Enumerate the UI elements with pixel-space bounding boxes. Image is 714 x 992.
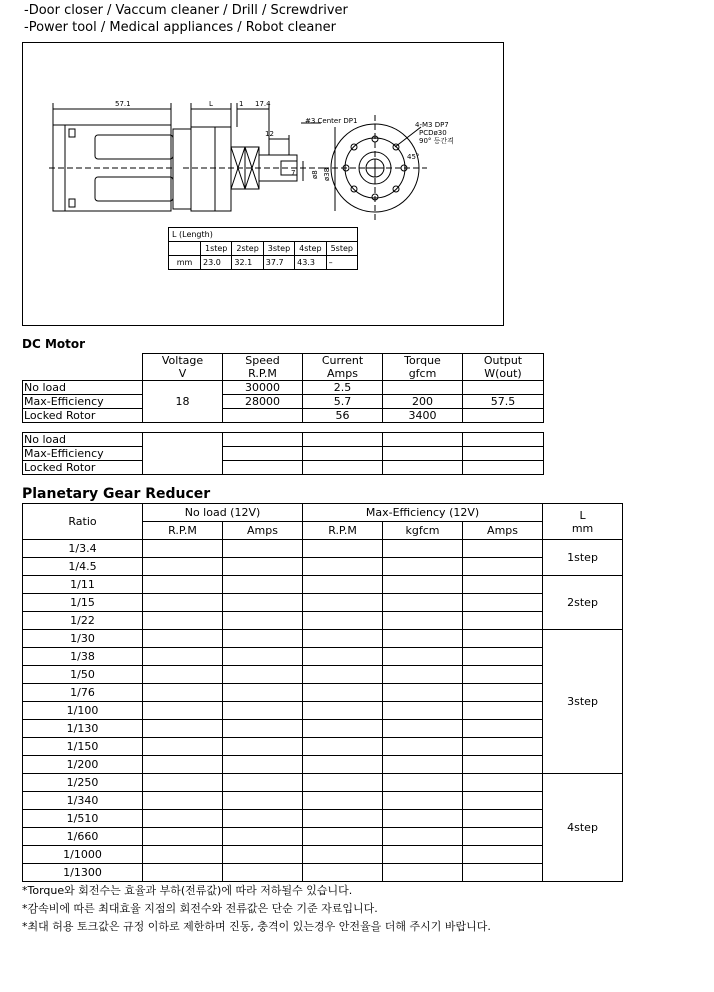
table-row [23,756,623,774]
value-cell [143,810,223,828]
value-cell [143,846,223,864]
sub-header: Amps [223,522,303,540]
sub-header: R.P.M [143,522,223,540]
value-cell [383,756,463,774]
table-row [23,864,623,882]
value-cell [223,846,303,864]
dia-38: ø38 [323,167,331,181]
ratio-cell: 1/1300 [23,864,143,882]
table-row [23,810,623,828]
value-cell [143,540,223,558]
value-cell [303,792,383,810]
speed-cell [223,409,303,423]
value-cell [303,828,383,846]
value-cell [303,648,383,666]
value-cell [463,648,543,666]
note-2: *감속비에 따른 최대효율 지점의 회전수와 전류값은 단순 기준 자료입니다. [22,902,378,915]
table-row [23,381,544,395]
ratio-header: Ratio [23,504,143,540]
table-row [23,630,623,648]
value-cell [463,774,543,792]
speed-cell: 28000 [223,395,303,409]
ratio-cell: 1/150 [23,738,143,756]
value-cell [303,612,383,630]
table-row [23,540,623,558]
output-cell [463,381,544,395]
value-cell [223,720,303,738]
step-cell: 3step [543,630,623,774]
table-row [23,612,623,630]
technical-drawing [22,42,504,326]
value-cell [143,612,223,630]
value-cell [223,738,303,756]
header-torque: Torque gfcm [383,354,463,381]
ratio-cell: 1/50 [23,666,143,684]
value-cell [143,702,223,720]
step-cell: 4step [543,774,623,882]
table-row [23,594,623,612]
value-cell [383,738,463,756]
value-cell [223,558,303,576]
value-cell [223,702,303,720]
length-value: 32.1 [232,256,263,270]
value-cell [463,864,543,882]
ratio-cell: 1/340 [23,792,143,810]
current-cell: 56 [303,409,383,423]
value-cell [303,774,383,792]
length-row-label: mm [169,256,201,270]
value-cell [383,630,463,648]
value-cell [383,774,463,792]
value-cell [463,630,543,648]
value-cell [463,756,543,774]
step-cell: 2step [543,576,623,630]
note-3: *최대 허용 토크값은 규정 이하로 제한하며 진동, 충격이 있는경우 안전율을 더해 주시기 바랍니다. [22,920,491,933]
table-row [23,684,623,702]
value-cell [463,792,543,810]
ratio-cell: 1/510 [23,810,143,828]
row-label: Max-Efficiency [23,395,143,409]
row-label: No load [23,433,143,447]
value-cell [223,630,303,648]
value-cell [303,630,383,648]
header-voltage: Voltage V [143,354,223,381]
value-cell [303,702,383,720]
length-header: 4step [295,242,326,256]
value-cell [223,594,303,612]
value-cell [303,666,383,684]
length-header: 2step [232,242,263,256]
table-row [23,576,623,594]
value-cell [223,792,303,810]
ratio-cell: 1/100 [23,702,143,720]
value-cell [383,612,463,630]
dc-motor-table-2 [22,432,544,475]
value-cell [303,846,383,864]
value-cell [383,540,463,558]
current-cell: 2.5 [303,381,383,395]
value-cell [223,864,303,882]
table-row [23,461,544,475]
value-cell [463,576,543,594]
value-cell [223,684,303,702]
dim-7: 7 [291,169,296,177]
max-eff-header: Max-Efficiency (12V) [303,504,543,522]
value-cell [463,702,543,720]
value-cell [303,810,383,828]
ratio-cell: 1/38 [23,648,143,666]
value-cell [303,576,383,594]
no-load-header: No load (12V) [143,504,303,522]
value-cell [303,756,383,774]
ratio-cell: 1/11 [23,576,143,594]
value-cell [223,828,303,846]
row-label: Locked Rotor [23,461,143,475]
value-cell [303,540,383,558]
dim-17-4: 17.4 [255,100,271,108]
value-cell [143,630,223,648]
length-table [168,227,358,270]
angle-label: 90° 등간격 [419,137,454,145]
motor-drawing [23,43,503,325]
torque-cell: 3400 [383,409,463,423]
value-cell [383,828,463,846]
value-cell [223,756,303,774]
length-header: 5step [326,242,357,256]
value-cell [223,612,303,630]
value-cell [143,666,223,684]
value-cell [383,648,463,666]
value-cell [303,594,383,612]
value-cell [143,720,223,738]
table-row [23,666,623,684]
value-cell [383,576,463,594]
gearbox-body [191,127,231,211]
value-cell [463,612,543,630]
value-cell [383,810,463,828]
value-cell [303,558,383,576]
length-header: 3step [263,242,294,256]
header-speed: Speed R.P.M [223,354,303,381]
ratio-cell: 1/1000 [23,846,143,864]
value-cell [383,702,463,720]
value-cell [463,720,543,738]
row-label: Locked Rotor [23,409,143,423]
table-row [23,738,623,756]
row-label: No load [23,381,143,395]
sub-header: kgfcm [383,522,463,540]
value-cell [463,684,543,702]
note-1: *Torque와 회전수는 효율과 부하(전류값)에 따라 저하될수 있습니다. [22,884,353,897]
value-cell [383,846,463,864]
value-cell [463,594,543,612]
table-row [23,792,623,810]
ratio-cell: 1/3.4 [23,540,143,558]
value-cell [383,864,463,882]
application-line-2: -Power tool / Medical appliances / Robot cleaner [24,20,336,35]
value-cell [223,774,303,792]
l-header: L mm [543,504,623,540]
table-row [23,648,623,666]
table-row [23,395,544,409]
value-cell [303,738,383,756]
dim-1: 1 [239,100,244,108]
value-cell [303,864,383,882]
value-cell [463,540,543,558]
length-value: 23.0 [201,256,232,270]
value-cell [463,846,543,864]
value-cell [223,666,303,684]
value-cell [383,792,463,810]
length-value: 43.3 [295,256,326,270]
center-label: #3 Center DP1 [305,117,358,125]
ratio-cell: 1/250 [23,774,143,792]
sub-header: Amps [463,522,543,540]
table-row [23,558,623,576]
value-cell [143,828,223,846]
value-cell [143,738,223,756]
output-cell: 57.5 [463,395,544,409]
dc-motor-title: DC Motor [22,337,86,351]
length-value: – [326,256,357,270]
value-cell [143,576,223,594]
table-row [23,774,623,792]
table-row [23,846,623,864]
value-cell [383,594,463,612]
value-cell [143,774,223,792]
table-row [23,409,544,423]
value-cell [463,828,543,846]
value-cell [143,756,223,774]
gear-table [22,503,623,882]
screw-label: 4-M3 DP7 [415,121,449,129]
torque-cell [383,381,463,395]
ratio-cell: 1/4.5 [23,558,143,576]
value-cell [143,684,223,702]
header-current: Current Amps [303,354,383,381]
application-line-1: -Door closer / Vaccum cleaner / Drill / Screwdriver [24,3,348,18]
gear-title: Planetary Gear Reducer [22,486,211,502]
value-cell [383,684,463,702]
voltage-value: 18 [143,381,223,423]
value-cell [223,810,303,828]
ratio-cell: 1/200 [23,756,143,774]
dia-8: ø8 [311,170,319,179]
table-row [23,447,544,461]
dim-l: L [209,100,213,108]
angle-45: 45° [407,153,420,161]
dim-12: 12 [265,130,274,138]
table-row [23,828,623,846]
ratio-cell: 1/130 [23,720,143,738]
value-cell [223,648,303,666]
sub-header: R.P.M [303,522,383,540]
value-cell [223,540,303,558]
output-cell [463,409,544,423]
length-header: 1step [201,242,232,256]
value-cell [383,720,463,738]
value-cell [383,666,463,684]
value-cell [143,864,223,882]
speed-cell: 30000 [223,381,303,395]
value-cell [463,810,543,828]
ratio-cell: 1/22 [23,612,143,630]
table-row [23,720,623,738]
value-cell [223,576,303,594]
step-cell: 1step [543,540,623,576]
ratio-cell: 1/15 [23,594,143,612]
table-row [23,433,544,447]
current-cell: 5.7 [303,395,383,409]
value-cell [143,594,223,612]
table-row [23,702,623,720]
value-cell [303,720,383,738]
length-table-title: L (Length) [169,228,358,242]
length-value: 37.7 [263,256,294,270]
pcd-label: PCDø30 [419,129,447,137]
torque-cell: 200 [383,395,463,409]
row-label: Max-Efficiency [23,447,143,461]
value-cell [463,558,543,576]
ratio-cell: 1/660 [23,828,143,846]
value-cell [143,792,223,810]
value-cell [143,558,223,576]
ratio-cell: 1/76 [23,684,143,702]
value-cell [463,738,543,756]
ratio-cell: 1/30 [23,630,143,648]
value-cell [143,648,223,666]
dim-overall: 57.1 [115,100,131,108]
header-output: Output W(out) [463,354,544,381]
value-cell [383,558,463,576]
dc-motor-table [22,353,544,423]
value-cell [303,684,383,702]
value-cell [463,666,543,684]
